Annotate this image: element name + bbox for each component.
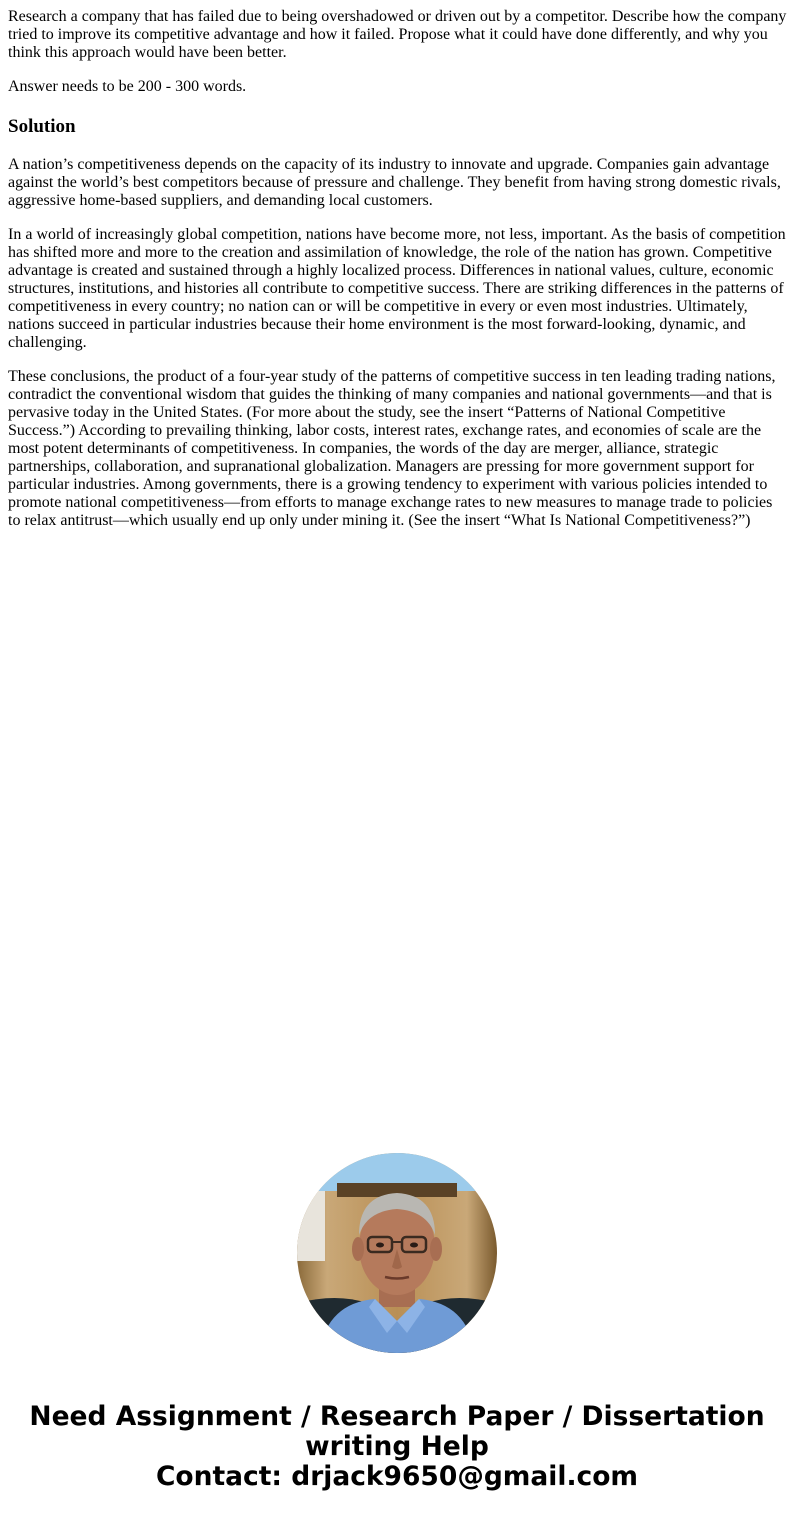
solution-heading: Solution — [8, 116, 76, 137]
author-portrait-image — [297, 1153, 497, 1353]
contact-email: Contact: drjack9650@gmail.com — [155, 1461, 639, 1492]
author-avatar — [297, 1153, 497, 1353]
document-body — [8, 8, 788, 546]
question-prompt: Research a company that has failed due to being overshadowed or driven out by a competitor. Describe how the company tried to improve its competitive advantage and how it failed. Propose what it could have done differently, and why you think this approach would have been better. — [8, 8, 787, 61]
solution-paragraph: These conclusions, the product of a four-year study of the patterns of competitive success in ten leading trading nations, contradict the conventional wisdom that guides the thinking of many companies and national governments—and that is pervasive today in the United States. (For more about the study, see the insert “Patterns of National Competitive Success.”) According to prevailing thinking, labor costs, interest rates, exchange rates, and economies of scale are the most potent determinants of competitiveness. In companies, the words of the day are merger, alliance, strategic partnerships, collaboration, and supranational globalization. Managers are pressing for more government support for particular industries. Among governments, there is a growing tendency to experiment with various policies intended to promote national competitiveness—from efforts to manage exchange rates to new measures to manage trade to policies to relax antitrust—which usually end up only under mining it. (See the insert “What Is National Competitiveness?”) — [8, 368, 776, 529]
solution-paragraph: A nation’s competitiveness depends on the capacity of its industry to innovate and upgrade. Companies gain advantage against the world’s best competitors because of pressure and challenge. They benefit from having strong domestic rivals, aggressive home-based suppliers, and demanding local customers. — [8, 156, 781, 209]
contact-promo — [0, 1402, 794, 1492]
solution-paragraph: In a world of increasingly global competition, nations have become more, not less, important. As the basis of competition has shifted more and more to the creation and assimilation of knowledge, the role of the nation has grown. Competitive advantage is created and sustained through a highly localized process. Differences in national values, culture, economic structures, institutions, and histories all contribute to competitive success. There are striking differences in the patterns of competitiveness in every country; no nation can or will be competitive in every or even most industries. Ultimately, nations succeed in particular industries because their home environment is the most forward-looking, dynamic, and challenging. — [8, 226, 786, 351]
promo-line: Need Assignment / Research Paper / Dissertation — [29, 1401, 765, 1432]
word-count-requirement: Answer needs to be 200 - 300 words. — [8, 78, 247, 95]
promo-line: writing Help — [305, 1431, 489, 1462]
